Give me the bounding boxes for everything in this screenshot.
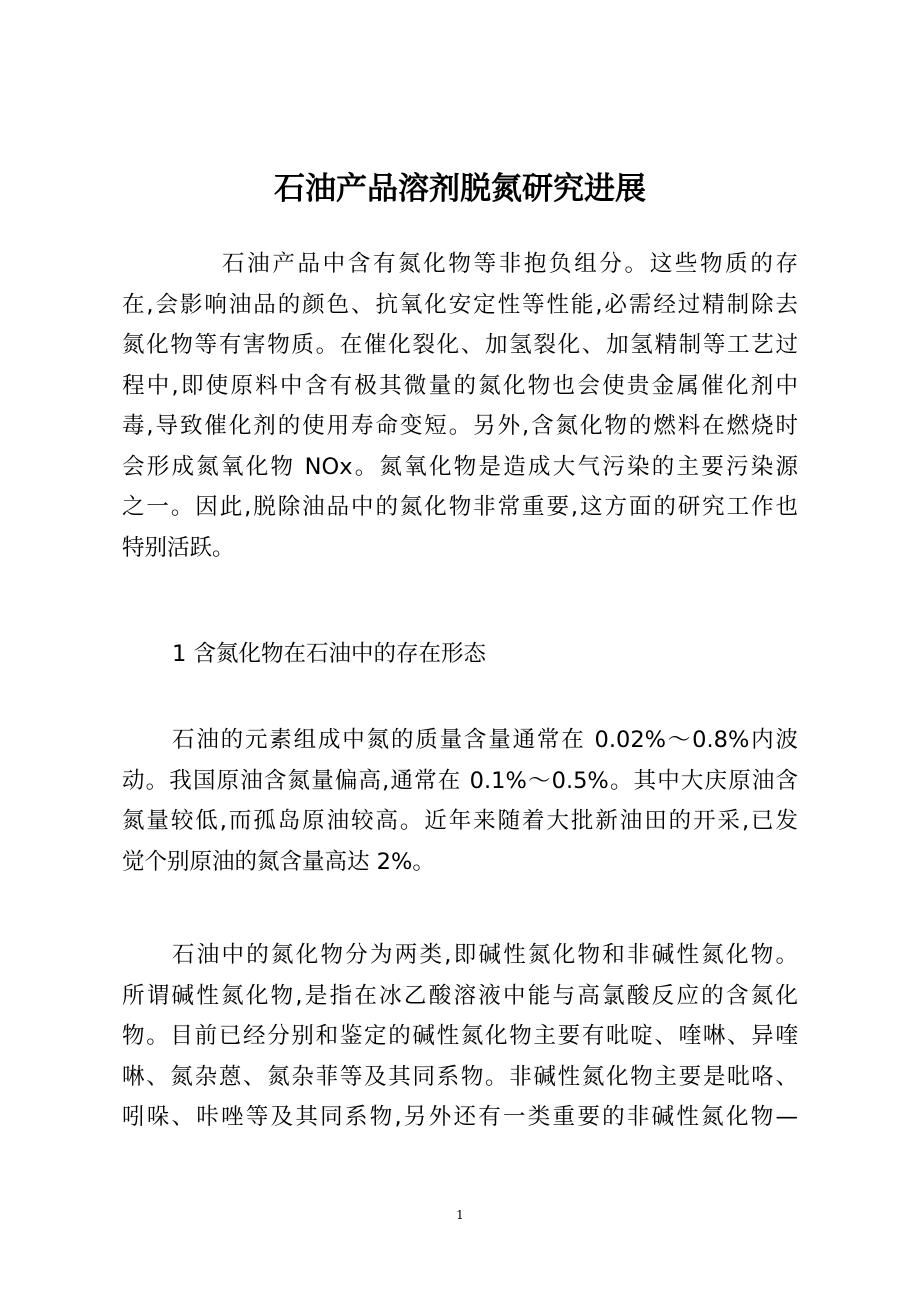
text-line: 石油中的氮化物分为两类,即碱性氮化物和非碱性氮化物。 bbox=[172, 942, 798, 968]
text-line: 吲哚、咔唑等及其同系物,另外还有一类重要的非碱性氮化物— bbox=[122, 1104, 798, 1130]
paragraph-nitrogen-types bbox=[122, 935, 798, 1138]
text-line: 之一。因此,脱除油品中的氮化物非常重要,这方面的研究工作也 bbox=[122, 494, 798, 520]
document-title: 石油产品溶剂脱氮研究进展 bbox=[274, 171, 646, 207]
page-number: 1 bbox=[456, 1208, 464, 1222]
text-line: 所谓碱性氮化物,是指在冰乙酸溶液中能与高氯酸反应的含氮化 bbox=[122, 982, 798, 1009]
text-line: 石油产品中含有氮化物等非抱负组分。这些物质的存 bbox=[222, 251, 798, 277]
text-line: 会形成氮氧化物 NOx。氮氧化物是造成大气污染的主要污染源 bbox=[122, 453, 798, 480]
text-line: 特别活跃。 bbox=[122, 534, 235, 561]
text-line: 在,会影响油品的颜色、抗氧化安定性等性能,必需经过精制除去 bbox=[122, 291, 798, 318]
text-line: 程中,即使原料中含有极其微量的氮化物也会使贵金属催化剂中 bbox=[122, 372, 798, 399]
text-line: 物。目前已经分别和鉴定的碱性氮化物主要有吡啶、喹啉、异喹 bbox=[122, 1023, 798, 1049]
paragraph-nitrogen-content bbox=[122, 720, 798, 882]
text-line: 动。我国原油含氮量偏高,通常在 0.1%～0.5%。其中大庆原油含 bbox=[122, 767, 798, 794]
text-line: 觉个别原油的氮含量高达 2%。 bbox=[122, 848, 435, 875]
text-line: 毒,导致催化剂的使用寿命变短。另外,含氮化物的燃料在燃烧时 bbox=[122, 413, 798, 439]
text-line: 石油的元素组成中氮的质量含量通常在 0.02%～0.8%内波 bbox=[172, 727, 798, 753]
text-line: 啉、氮杂蒽、氮杂菲等及其同系物。非碱性氮化物主要是吡咯、 bbox=[122, 1063, 798, 1090]
paragraph-intro bbox=[122, 244, 798, 568]
section-heading: 1 含氮化物在石油中的存在形态 bbox=[172, 641, 486, 667]
text-line: 氮化物等有害物质。在催化裂化、加氢裂化、加氢精制等工艺过 bbox=[122, 332, 798, 358]
text-line: 氮量较低,而孤岛原油较高。近年来随着大批新油田的开采,已发 bbox=[122, 808, 798, 834]
